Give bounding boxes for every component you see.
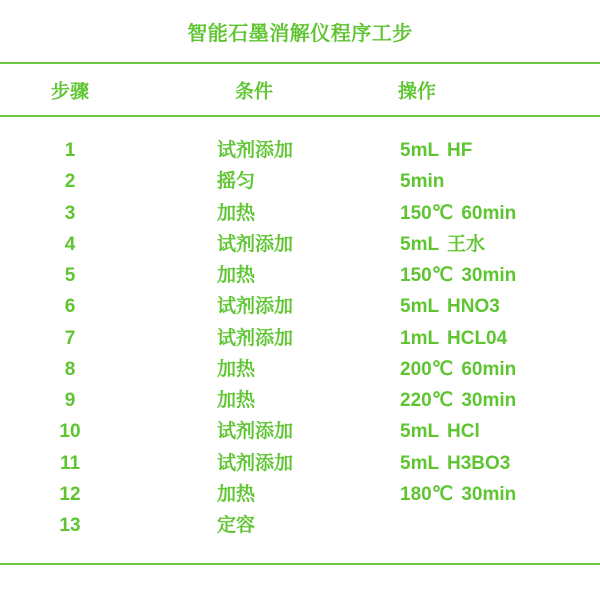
cell-step: 4 [64,233,76,255]
cell-condition: 试剂添加 [217,452,294,474]
header-operation: 操作 [398,81,437,102]
cell-step: 12 [59,483,81,505]
cell-operation: 5mL 王水 [400,233,486,255]
cell-step: 5 [64,265,76,286]
table-body [0,117,600,565]
table-row [0,198,600,229]
cell-operation: 5mL HF [400,140,473,161]
cell-condition: 摇匀 [217,171,256,193]
table-row [0,385,600,416]
title-bar [0,0,600,64]
cell-operation: 180℃ 30min [400,483,517,505]
cell-condition: 加热 [217,202,256,224]
cell-condition: 定容 [217,515,256,536]
cell-operation: 5mL HNO3 [400,296,500,318]
cell-condition: 试剂添加 [217,421,294,443]
cell-operation: 5min [400,171,445,193]
cell-step: 7 [64,327,76,349]
table-row [0,479,600,510]
cell-condition: 试剂添加 [217,233,294,255]
cell-step: 13 [59,515,81,536]
cell-operation: 150℃ 30min [400,265,517,286]
table-row [0,135,600,166]
table-row [0,510,600,541]
cell-condition: 试剂添加 [217,327,294,349]
cell-step: 8 [64,358,76,380]
table-row [0,260,600,291]
table-row [0,416,600,447]
cell-step: 10 [59,421,81,443]
table-header [0,64,600,117]
header-step: 步骤 [50,81,89,102]
table-row [0,291,600,322]
cell-step: 9 [64,390,76,411]
table-row [0,323,600,354]
cell-operation: 150℃ 60min [400,202,517,224]
table-row [0,166,600,197]
cell-condition: 加热 [217,483,256,505]
cell-condition: 加热 [217,265,256,286]
table-row [0,354,600,385]
cell-operation: 1mL HCL04 [400,327,508,349]
cell-operation: 5mL H3BO3 [400,452,511,474]
cell-step: 11 [59,452,81,474]
table-row [0,229,600,260]
cell-operation: 200℃ 60min [400,358,517,380]
cell-step: 6 [64,296,76,318]
header-condition: 条件 [235,81,274,102]
cell-step: 3 [64,202,76,224]
cell-step: 1 [64,140,76,161]
cell-condition: 加热 [217,358,256,380]
cell-condition: 试剂添加 [217,140,294,161]
cell-operation: 220℃ 30min [400,390,517,411]
table-row [0,448,600,479]
cell-operation: 5mL HCl [400,421,480,443]
cell-condition: 试剂添加 [217,296,294,318]
cell-step: 2 [64,171,76,193]
cell-condition: 加热 [217,390,256,411]
page-title: 智能石墨消解仪程序工步 [187,22,413,45]
